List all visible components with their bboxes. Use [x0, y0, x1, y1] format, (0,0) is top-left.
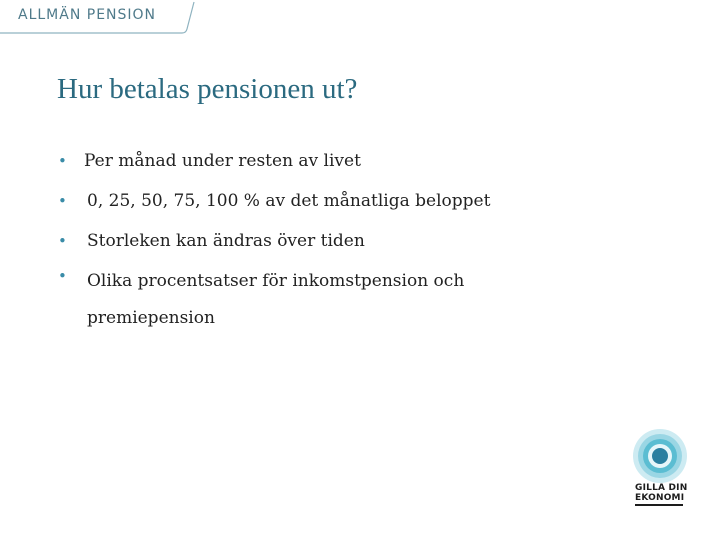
bullet-text: 0, 25, 50, 75, 100 % av det månatliga beloppet — [87, 191, 491, 211]
bullet-marker-icon: • — [58, 192, 67, 210]
bullet-item — [58, 228, 578, 268]
bullet-list — [58, 148, 578, 337]
bullet-text: Storleken kan ändras över tiden — [87, 231, 365, 251]
bullet-text: Per månad under resten av livet — [84, 151, 361, 171]
bullet-text: Olika procentsatser för inkomstpension och premiepension — [87, 271, 465, 328]
gilla-din-ekonomi-logo — [632, 428, 688, 506]
bullet-item — [58, 188, 578, 228]
section-label: ALLMÄN PENSION — [18, 7, 157, 23]
logo-text-line1: GILLA DIN — [635, 483, 688, 493]
bullet-marker-icon: • — [58, 267, 67, 285]
bullet-item — [58, 263, 578, 337]
logo-text-line2: EKONOMI — [635, 493, 685, 503]
section-header-tab — [0, 0, 200, 40]
slide-title: Hur betalas pensionen ut? — [57, 73, 358, 105]
bullet-marker-icon: • — [58, 232, 67, 250]
bullet-marker-icon: • — [58, 152, 67, 170]
concentric-circles-logo-icon — [632, 428, 688, 484]
logo-underline — [635, 504, 683, 506]
bullet-item — [58, 148, 578, 188]
